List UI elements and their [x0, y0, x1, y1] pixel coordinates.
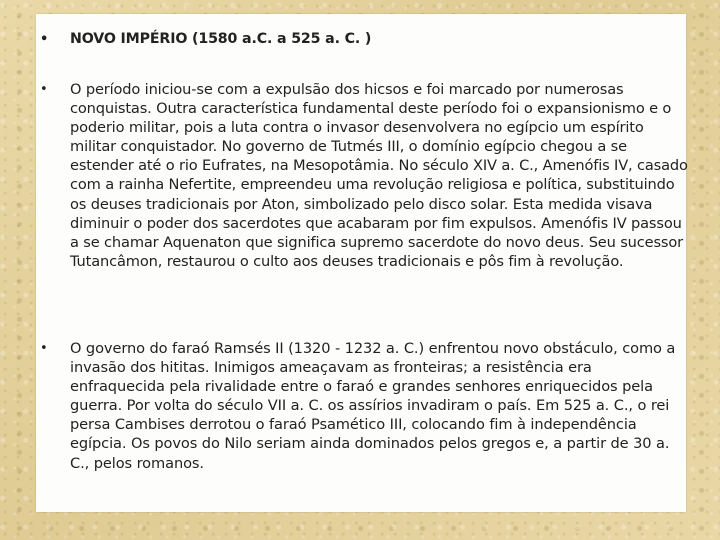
list-item-paragraph-1	[40, 80, 690, 271]
section-heading: NOVO IMPÉRIO (1580 a.C. a 525 a. C. )	[70, 31, 372, 47]
list-item-heading	[40, 30, 690, 49]
paragraph-text: O período iniciou-se com a expulsão dos hicsos e foi marcado por numerosas conquistas. Outra característica fundamental deste período foi o expansionismo e o poderio militar, pois a luta contra o invasor desenvolvera no egípcio um espírito militar conquistador. No governo de Tutmés III, o domínio egípcio chegou a se estender até o rio Eufrates, na Mesopotâmia. No século XIV a. C., Amenófis IV, casado com a rainha Nefertite, empreendeu uma revolução religiosa e política, substituindo os deuses tradicionais por Aton, simbolizado pelo disco solar. Esta medida visava diminuir o poder dos sacerdotes que acabaram por fim expulsos. Amenófis IV passou a se chamar Aquenaton que significa supremo sacerdote do novo deus. Seu sucessor Tutancâmon, restaurou o culto aos deuses tradicionais e pôs fim à revolução.	[70, 81, 688, 270]
bullet-icon: •	[40, 32, 49, 47]
slide-content-panel	[36, 14, 686, 512]
list-item-paragraph-2	[40, 339, 690, 473]
bullet-icon: •	[40, 82, 48, 97]
paragraph-text: O governo do faraó Ramsés II (1320 - 1232 a. C.) enfrentou novo obstáculo, como a invasão dos hititas. Inimigos ameaçavam as fronteiras; a resistência era enfraquecida pela rivalidade entre o faraó e grandes senhores enriquecidos pela guerra. Por volta do século VII a. C. os assírios invadiram o país. Em 525 a. C., o rei persa Cambises derrotou o faraó Psamético III, colocando fim à independência egípcia. Os povos do Nilo seriam ainda dominados pelos gregos e, a partir de 30 a. C., pelos romanos.	[70, 340, 676, 472]
bullet-icon: •	[40, 341, 48, 356]
